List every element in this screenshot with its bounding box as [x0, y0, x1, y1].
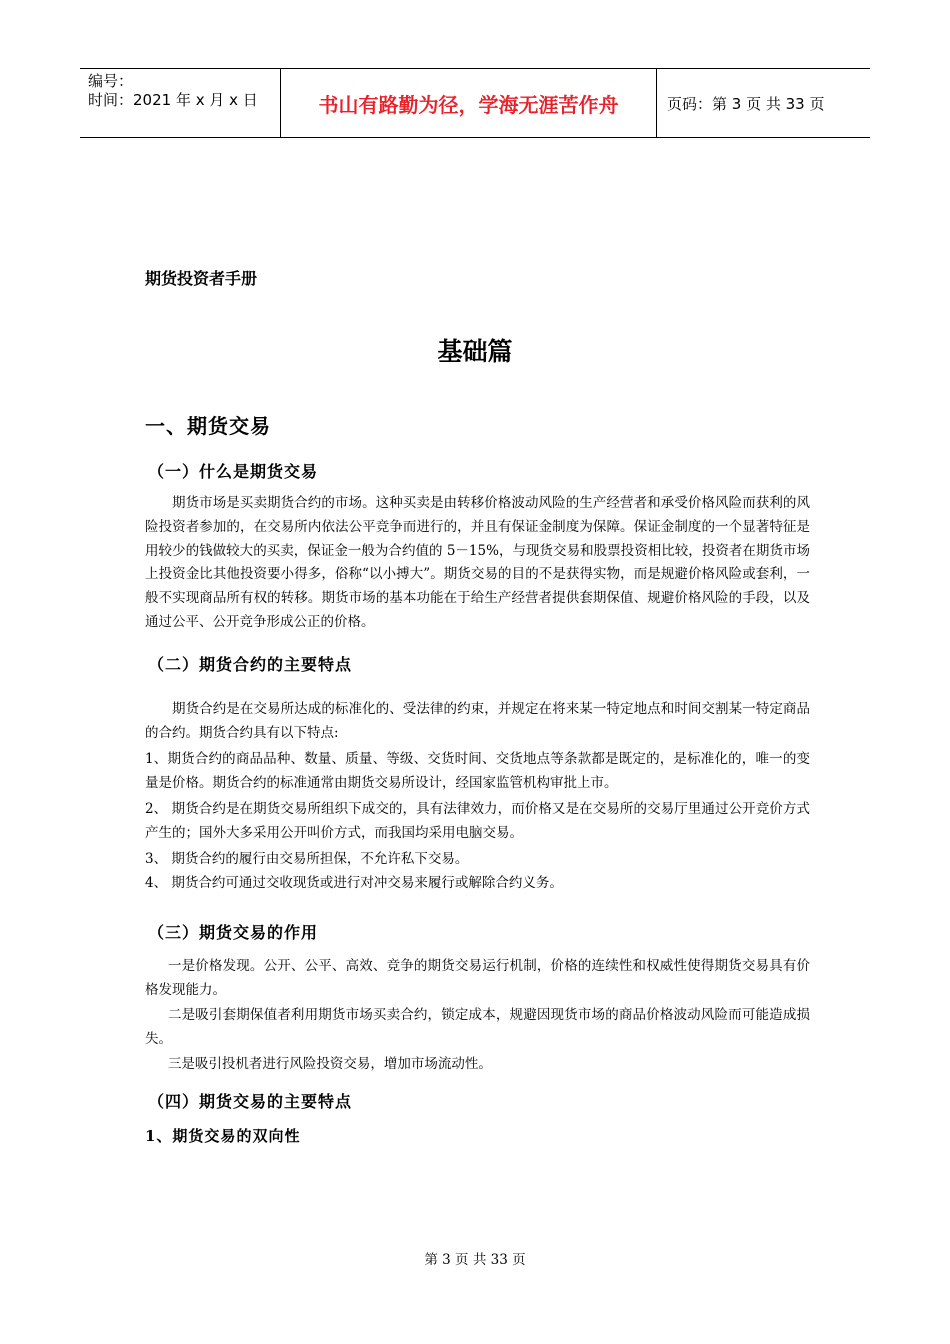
main-title: 基础篇 — [437, 337, 513, 366]
section-heading-futures-trading: 一、期货交易 — [145, 414, 271, 438]
paragraph-function-1: 一是价格发现。公开、公平、高效、竞争的期货交易运行机制，价格的连续性和权威性使得期货交易具有价格发现能力。 — [145, 958, 810, 998]
list-item-contract-2: 2、 期货合约是在期货交易所组织下成交的，具有法律效力，而价格又是在交易所的交易厅里通过公开竞价方式产生的；国外大多采用公开叫价方式，而我国均采用电脑交易。 — [145, 801, 810, 841]
header-page-label: 页码：第 3 页 共 33 页 — [667, 94, 825, 113]
paragraph-function-2: 二是吸引套期保值者利用期货市场买卖合约，锁定成本，规避因现货市场的商品价格波动风险而可能造成损失。 — [145, 1007, 810, 1047]
item-heading-bidirectional: 1、期货交易的双向性 — [145, 1127, 301, 1145]
header-motto: 书山有路勤为径，学海无涯苦作舟 — [281, 69, 657, 137]
page-header — [80, 68, 870, 138]
list-item-contract-4: 4、 期货合约可通过交收现货或进行对冲交易来履行或解除合约义务。 — [145, 875, 563, 891]
manual-title: 期货投资者手册 — [145, 269, 258, 288]
doc-date-label: 时间：2021 年 x 月 x 日 — [88, 91, 258, 109]
list-item-contract-3: 3、 期货合约的履行由交易所担保，不允许私下交易。 — [145, 851, 469, 867]
paragraph-function-3: 三是吸引投机者进行风险投资交易，增加市场流动性。 — [167, 1056, 492, 1072]
subsection-heading-contract-features: （二）期货合约的主要特点 — [148, 655, 353, 674]
header-meta — [80, 69, 281, 137]
doc-number-label: 编号： — [88, 72, 134, 90]
subsection-heading-functions: （三）期货交易的作用 — [148, 923, 319, 942]
subsection-heading-trading-features: （四）期货交易的主要特点 — [148, 1092, 353, 1111]
subsection-heading-what-is: （一）什么是期货交易 — [148, 462, 319, 481]
page-footer: 第 3 页 共 33 页 — [424, 1252, 526, 1268]
list-item-contract-1: 1、期货合约的商品品种、数量、质量、等级、交货时间、交货地点等条款都是既定的，是标准化的，唯一的变量是价格。期货合约的标准通常由期货交易所设计，经国家监管机构审批上市。 — [145, 751, 810, 791]
paragraph-what-is: 期货市场是买卖期货合约的市场。这种买卖是由转移价格波动风险的生产经营者和承受价格风险而获利的风险投资者参加的，在交易所内依法公平竞争而进行的，并且有保证金制度为保障。保证金制度的一个显著特征是用较少的钱做较大的买卖，保证金一般为合约值的 5－15%，与现货交易和股票投资相比较，投资者在期货市场上投资金比其他投资要小得多，俗称“以小搏大”。期货交易的目的不是获得实物，而是规避价格风险或套利，一般不实现商品所有权的转移。期货市场的基本功能在于给生产经营者提供套期保值、规避价格风险的手段，以及通过公平、公开竞争形成公正的价格。 — [145, 495, 810, 630]
paragraph-contract-intro: 期货合约是在交易所达成的标准化的、受法律的约束，并规定在将来某一特定地点和时间交割某一特定商品的合约。期货合约具有以下特点: — [145, 701, 810, 741]
